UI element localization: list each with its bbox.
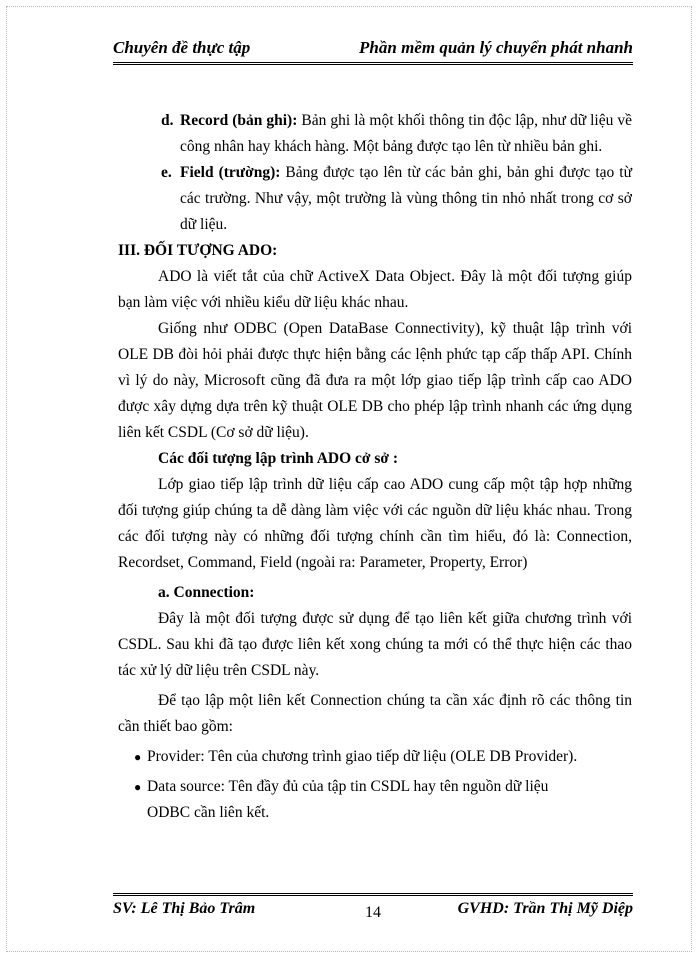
- subheading-ado-objects: Các đối tượng lập trình ADO cở sở :: [158, 450, 399, 467]
- paragraph-connection-def: Đây là một đối tượng được sử dụng để tạo liên kết giữa chương trình với CSDL. Sau khi đã tạo được liên kết xong chúng ta mới có thể thực hiện các thao tác xử lý dữ liệu trên CSDL này.: [118, 610, 632, 679]
- term-field: Field (trường):: [180, 164, 281, 181]
- header-right-title: Phần mềm quản lý chuyển phát nhanh: [359, 38, 633, 57]
- document-body: [118, 108, 632, 826]
- paragraph-ado-intro: ADO là viết tắt của chữ ActiveX Data Object. Đây là một đối tượng giúp bạn làm việc với nhiều kiểu dữ liệu khác nhau.: [118, 268, 632, 311]
- footer-rule: [113, 893, 633, 896]
- definition-field: Bảng được tạo lên từ các bản ghi, bản ghi được tạo từ các trường. Như vậy, một trường là vùng thông tin nhỏ nhất trong cơ sở dữ liệu.: [180, 164, 632, 233]
- footer-student: SV: Lê Thị Bảo Trâm: [113, 900, 256, 917]
- page-footer: [113, 900, 633, 924]
- term-record: Record (bản ghi):: [180, 112, 298, 129]
- page-number: 14: [365, 904, 381, 921]
- paragraph-odbc: Giống như ODBC (Open DataBase Connectivity), kỹ thuật lập trình với OLE DB đòi hỏi phải được thực hiện bằng các lệnh phức tạp cấp thấp API. Chính vì lý do này, Microsoft cũng đã đưa ra một lớp giao tiếp lập trình cấp cao ADO được xây dựng dựa trên kỹ thuật OLE DB cho phép lập trình nhanh các ứng dụng liên kết CSDL (Cơ sở dữ liệu).: [118, 320, 632, 441]
- footer-instructor: GVHD: Trần Thị Mỹ Diệp: [457, 900, 633, 917]
- list-item-record: [161, 108, 632, 160]
- header-rule: [113, 62, 633, 65]
- paragraph-connection-info: Để tạo lập một liên kết Connection chúng ta cần xác định rõ các thông tin cần thiết bao gồm:: [118, 692, 632, 735]
- list-item-letter: e.: [161, 164, 172, 181]
- definition-record: Bản ghi là một khối thông tin độc lập, như dữ liệu về công nhân hay khách hàng. Một bảng được tạo lên từ nhiều bản ghi.: [180, 112, 632, 155]
- bullet-data-source: ● Data source: Tên đầy đủ của tập tin CSDL hay tên nguồn dữ liệu ODBC cần liên kết.: [134, 774, 632, 826]
- page-header: [113, 38, 633, 64]
- bullet-dot-icon: ●: [134, 780, 142, 794]
- paragraph-ado-objects: Lớp giao tiếp lập trình dữ liệu cấp cao ADO cung cấp một tập hợp những đối tượng giúp chúng ta dễ dàng làm việc với các nguồn dữ liệu khác nhau. Trong các đối tượng này có những đối tượng chính cần tìm hiểu, đó là: Connection, Recordset, Command, Field (ngoài ra: Parameter, Property, Error): [118, 476, 632, 571]
- bullet-provider: ● Provider: Tên của chương trình giao tiếp dữ liệu (OLE DB Provider).: [134, 744, 632, 770]
- bullet-dot-icon: ●: [134, 750, 142, 764]
- subheading-connection: a. Connection:: [158, 584, 255, 601]
- list-item-field: [161, 160, 632, 238]
- header-left-title: Chuyên đề thực tập: [113, 38, 251, 57]
- section-heading-ado: III. ĐỐI TƯỢNG ADO:: [118, 242, 278, 259]
- list-item-letter: d.: [161, 112, 174, 129]
